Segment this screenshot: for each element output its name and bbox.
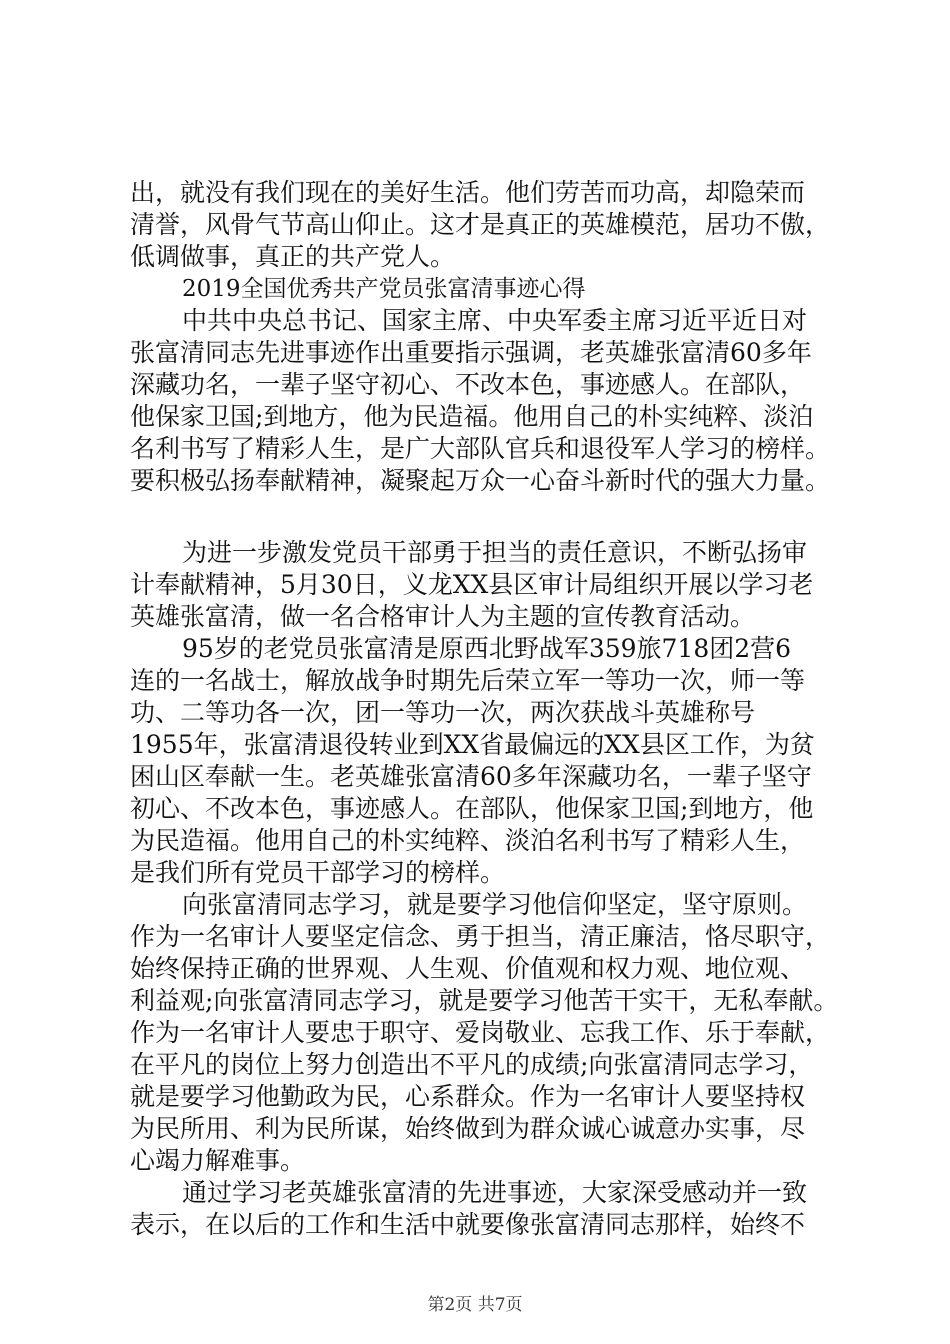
text-line: 1955年，张富清退役转业到XX省最偏远的XX县区工作，为贫: [130, 730, 815, 759]
text-line: 作为一名审计人要坚定信念、勇于担当，清正廉洁，恪尽职守，: [130, 922, 831, 951]
paragraph-first-line: 95岁的老党员张富清是原西北野战军359旅718团2营6: [182, 634, 792, 663]
text-line: 功、二等功各一次，团一等功一次，两次获战斗英雄称号: [130, 698, 756, 727]
text-line: 作为一名审计人要忠于职守、爱岗敬业、忘我工作、乐于奉献，: [130, 1018, 831, 1047]
page-footer: 第2页 共7页: [427, 1295, 523, 1315]
text-line: 计奉献精神，5月30日，义龙XX县区审计局组织开展以学习老: [130, 570, 814, 599]
text-line: 出，就没有我们现在的美好生活。他们劳苦而功高，却隐荣而: [130, 178, 806, 207]
text-line: 利益观;向张富清同志学习，就是要学习他苦干实干，无私奉献。: [130, 986, 839, 1015]
text-line: 深藏功名，一辈子坚守初心、不改本色，事迹感人。在部队，: [130, 370, 806, 399]
text-line: 清誉，风骨气节高山仰止。这才是真正的英雄模范，居功不傲，: [130, 210, 831, 239]
text-line: 始终保持正确的世界观、人生观、价值观和权力观、地位观、: [130, 954, 806, 983]
text-line: 连的一名战士，解放战争时期先后荣立军一等功一次，师一等: [130, 666, 806, 695]
text-line: 要积极弘扬奉献精神，凝聚起万众一心奋斗新时代的强大力量。: [130, 466, 831, 495]
paragraph-first-line: 为进一步激发党员干部勇于担当的责任意识，不断弘扬审: [182, 538, 808, 567]
text-line: 初心、不改本色，事迹感人。在部队，他保家卫国;到地方，他: [130, 794, 814, 823]
paragraph-gap: [130, 497, 850, 537]
paragraph-first-line: 向张富清同志学习，就是要学习他信仰坚定，坚守原则。: [182, 890, 808, 919]
text-line: 为民所用、利为民所谋，始终做到为群众诚心诚意办实事，尽: [130, 1114, 806, 1143]
text-line: 心竭力解难事。: [130, 1146, 306, 1175]
section-title: 2019全国优秀共产党员张富清事迹心得: [182, 276, 586, 302]
text-line: 是我们所有党员干部学习的榜样。: [130, 858, 506, 887]
text-line: 低调做事，真正的共产党人。: [130, 242, 456, 271]
document-body: [130, 177, 850, 1241]
text-line: 为民造福。他用自己的朴实纯粹、淡泊名利书写了精彩人生，: [130, 826, 806, 855]
paragraph-first-line: 通过学习老英雄张富清的先进事迹，大家深受感动并一致: [182, 1178, 808, 1207]
text-line: 他保家卫国;到地方，他为民造福。他用自己的朴实纯粹、淡泊: [130, 402, 814, 431]
text-line: 在平凡的岗位上努力创造出不平凡的成绩;向张富清同志学习，: [130, 1050, 814, 1079]
text-line: 表示，在以后的工作和生活中就要像张富清同志那样，始终不: [130, 1210, 806, 1239]
text-line: 名利书写了精彩人生，是广大部队官兵和退役军人学习的榜样。: [130, 434, 831, 463]
text-line: 张富清同志先进事迹作出重要指示强调，老英雄张富清60多年: [130, 338, 812, 367]
text-line: 就是要学习他勤政为民，心系群众。作为一名审计人要坚持权: [130, 1082, 806, 1111]
text-line: 英雄张富清，做一名合格审计人为主题的宣传教育活动。: [130, 602, 756, 631]
paragraph-first-line: 中共中央总书记、国家主席、中央军委主席习近平近日对: [182, 306, 808, 335]
text-line: 困山区奉献一生。老英雄张富清60多年深藏功名，一辈子坚守: [130, 762, 812, 791]
